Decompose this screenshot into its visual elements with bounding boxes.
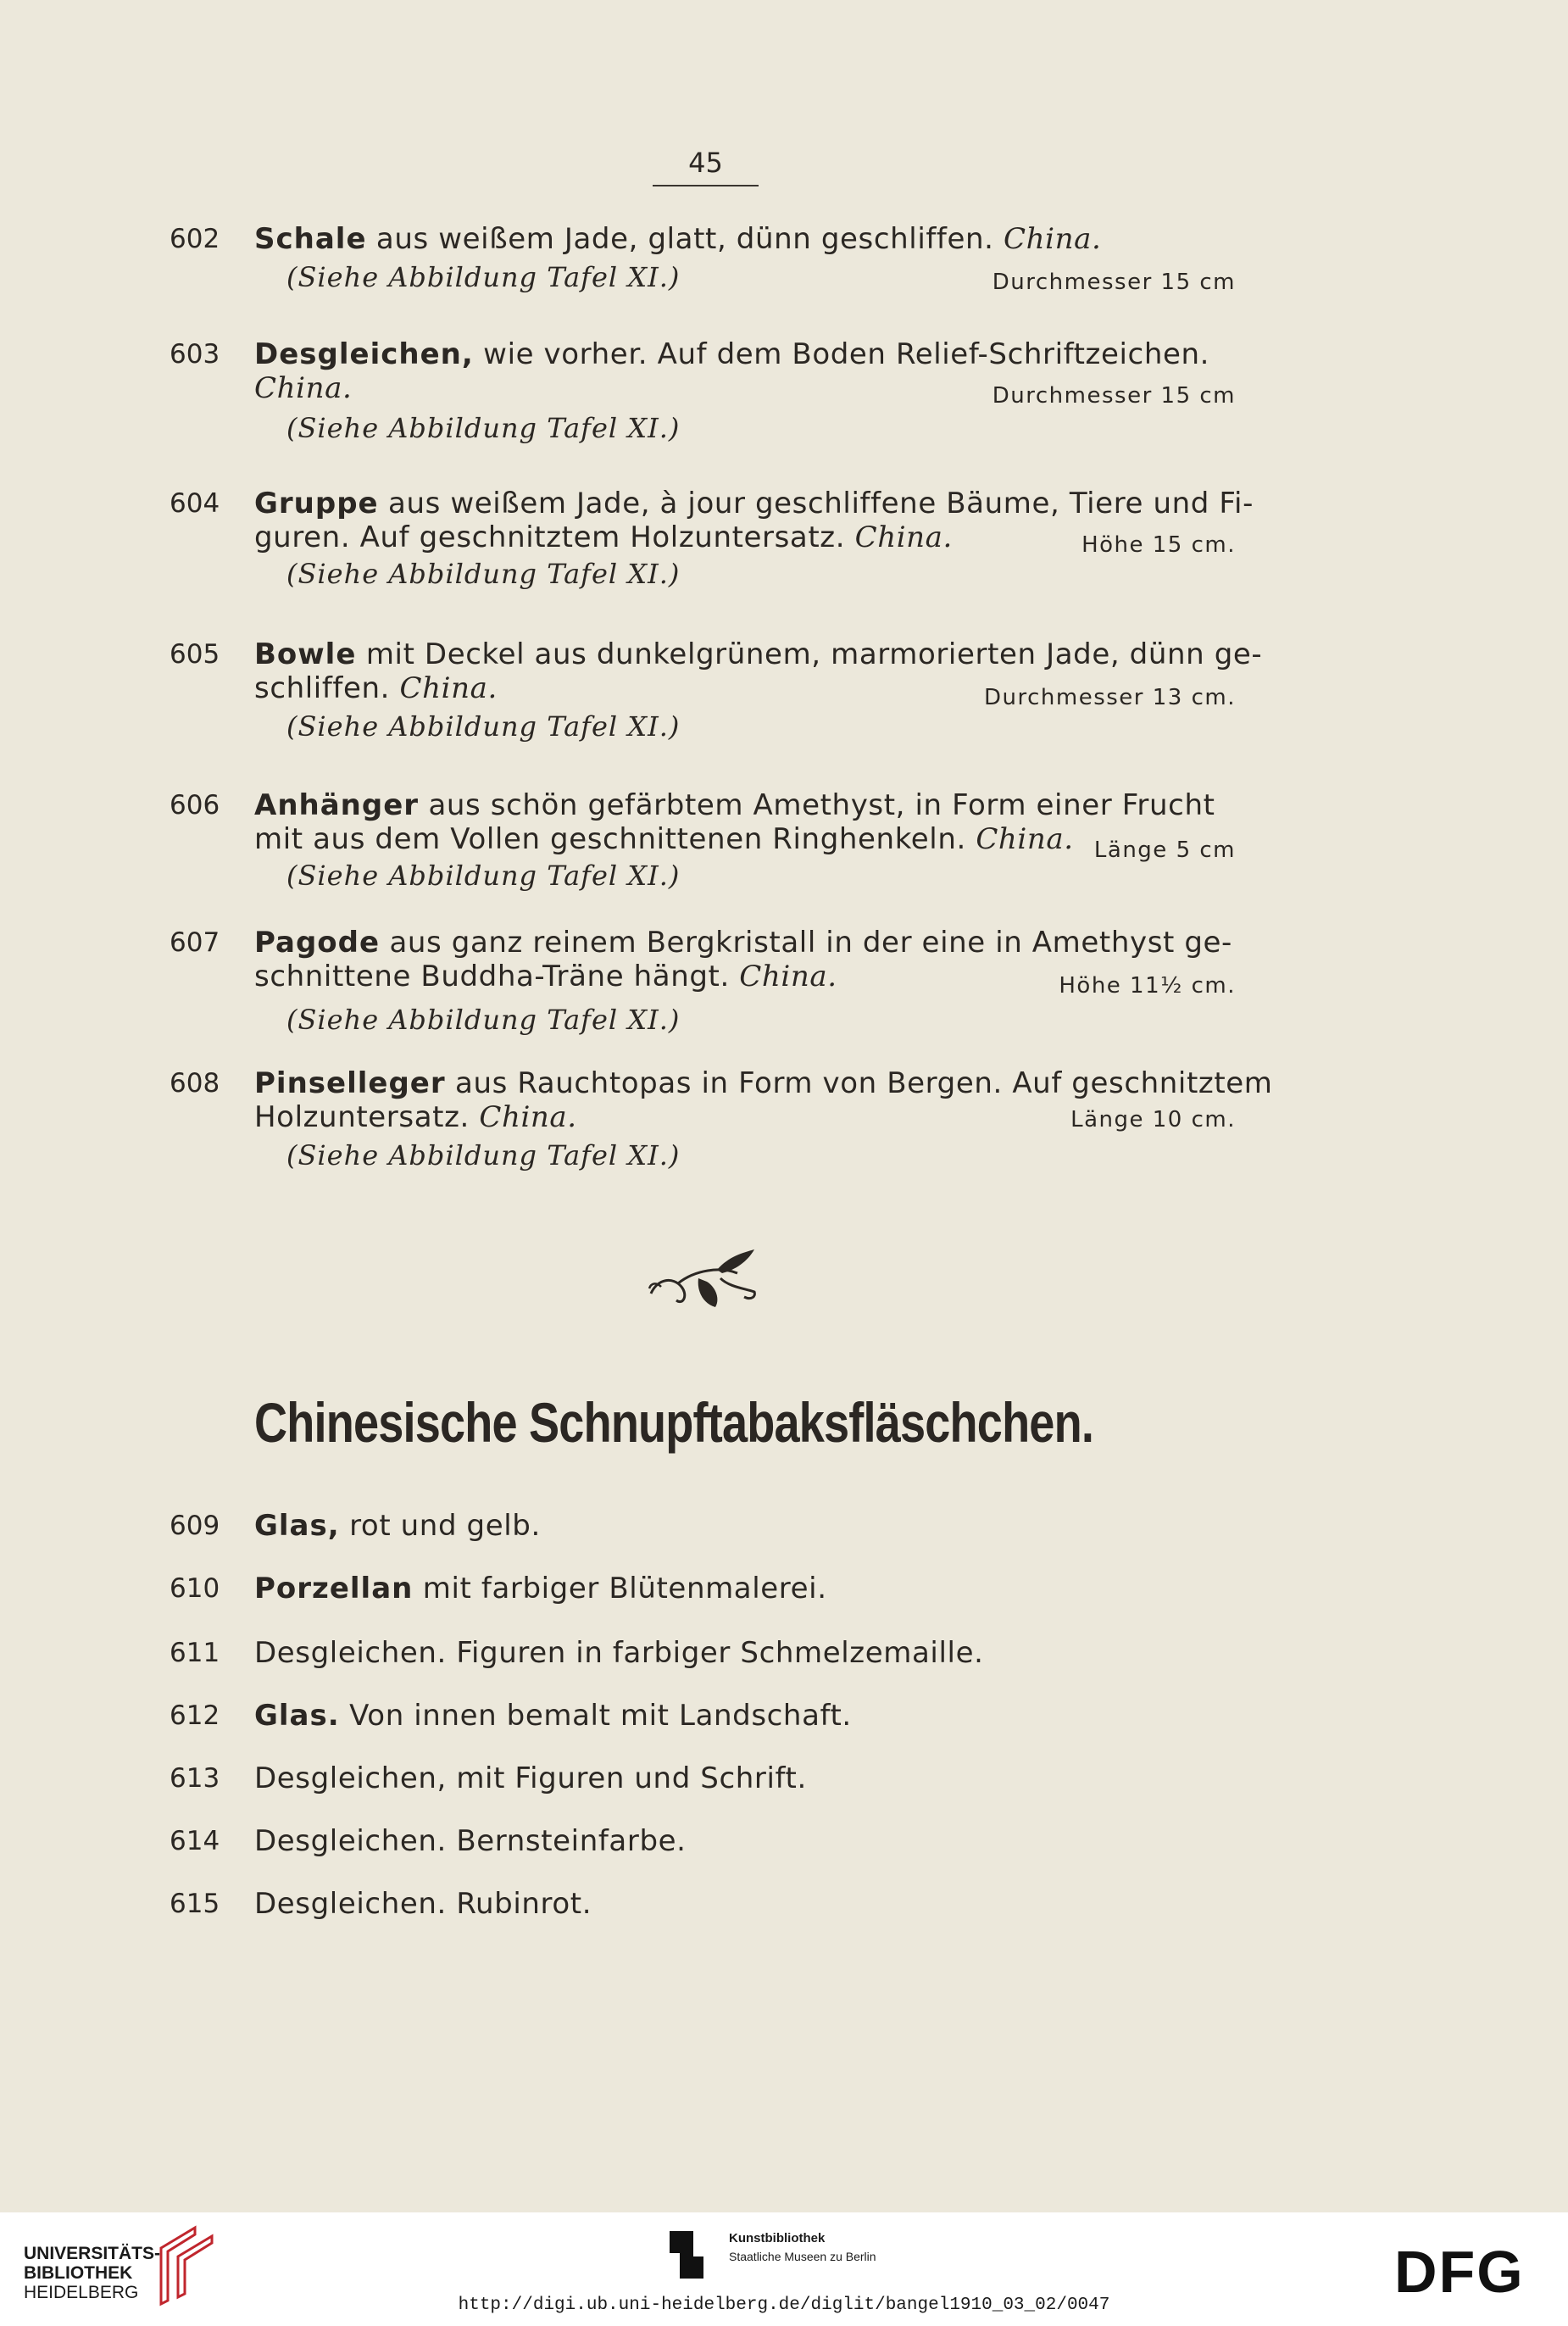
entry-caption: (Siehe Abbildung Tafel XI.) bbox=[286, 261, 681, 293]
entry-number: 615 bbox=[170, 1889, 220, 1919]
entry-line-1 bbox=[254, 337, 1237, 371]
entry-origin: China. bbox=[854, 520, 953, 554]
entry-text: mit aus dem Vollen geschnittenen Ringhenkeln. bbox=[254, 822, 976, 856]
entry-number: 609 bbox=[170, 1511, 220, 1541]
entry-title: Glas. bbox=[254, 1699, 340, 1733]
entry-text: Von innen bemalt mit Landschaft. bbox=[339, 1699, 852, 1733]
entry-line-1 bbox=[254, 1572, 1237, 1605]
university-library-logo-text[interactable] bbox=[24, 2244, 160, 2302]
section-heading: Chinesische Schnupftabaksfläschchen. bbox=[254, 1391, 1094, 1454]
entry-number: 603 bbox=[170, 339, 220, 370]
entry-text: schliffen. bbox=[254, 671, 400, 705]
entry-text: guren. Auf geschnitztem Holzuntersatz. bbox=[254, 520, 855, 554]
entry-origin: China. bbox=[399, 671, 498, 705]
entry-text: Desgleichen. Bernsteinfarbe. bbox=[254, 1824, 687, 1858]
ub-line-2: BIBLIOTHEK bbox=[24, 2263, 133, 2283]
entry-text: aus ganz reinem Bergkristall in der eine in Amethyst ge- bbox=[380, 926, 1232, 960]
entry-title: Gruppe bbox=[254, 487, 379, 520]
entry-text: aus weißem Jade, à jour geschliffene Bäume, Tiere und Fi- bbox=[378, 487, 1254, 520]
entry-line-1 bbox=[254, 222, 1237, 256]
floral-ornament-icon bbox=[644, 1244, 763, 1312]
university-library-logo-icon bbox=[153, 2223, 220, 2307]
entry-dimension: Durchmesser 15 cm bbox=[992, 270, 1236, 295]
entry-caption: (Siehe Abbildung Tafel XI.) bbox=[286, 710, 681, 743]
entry-origin: China. bbox=[479, 1100, 577, 1134]
entry-line-1 bbox=[254, 637, 1263, 671]
entry-text: mit farbiger Blütenmalerei. bbox=[413, 1572, 827, 1605]
entry-dimension: Durchmesser 15 cm bbox=[992, 383, 1236, 409]
entry-line-1 bbox=[254, 1636, 1237, 1670]
entry-line-1 bbox=[254, 926, 1237, 960]
kunstbibliothek-mark-icon bbox=[670, 2231, 703, 2279]
ub-line-3: HEIDELBERG bbox=[24, 2283, 139, 2302]
entry-number: 608 bbox=[170, 1068, 220, 1099]
entry-line-1 bbox=[254, 1509, 1237, 1543]
entry-caption: (Siehe Abbildung Tafel XI.) bbox=[286, 558, 681, 590]
entry-line-1 bbox=[254, 1887, 1237, 1921]
entry-origin: China. bbox=[1004, 222, 1102, 256]
entry-number: 602 bbox=[170, 224, 220, 254]
entry-caption: (Siehe Abbildung Tafel XI.) bbox=[286, 1139, 681, 1171]
entry-dimension: Höhe 15 cm. bbox=[1081, 532, 1236, 558]
entry-text: Desgleichen, mit Figuren und Schrift. bbox=[254, 1761, 807, 1795]
entry-title: Pinselleger bbox=[254, 1066, 446, 1100]
entry-text: mit Deckel aus dunkelgrünem, marmorierten Jade, dünn ge- bbox=[356, 637, 1263, 671]
entry-text: Desgleichen. Rubinrot. bbox=[254, 1887, 592, 1921]
entry-line-2 bbox=[254, 822, 1237, 856]
entry-origin: China. bbox=[254, 371, 353, 405]
entry-text: aus schön gefärbtem Amethyst, in Form einer Frucht bbox=[419, 788, 1215, 822]
entry-line-1 bbox=[254, 1761, 1237, 1795]
entry-caption: (Siehe Abbildung Tafel XI.) bbox=[286, 412, 681, 444]
kunstbibliothek-subtitle: Staatliche Museen zu Berlin bbox=[729, 2250, 876, 2263]
entry-title: Desgleichen, bbox=[254, 337, 474, 371]
entry-number: 610 bbox=[170, 1573, 220, 1604]
entry-origin: China. bbox=[739, 960, 837, 993]
permalink-url[interactable]: http://digi.ub.uni-heidelberg.de/diglit/bangel1910_03_02/0047 bbox=[458, 2295, 1110, 2315]
entry-caption: (Siehe Abbildung Tafel XI.) bbox=[286, 1004, 681, 1036]
entry-text: Desgleichen. Figuren in farbiger Schmelzemaille. bbox=[254, 1636, 984, 1670]
entry-dimension: Durchmesser 13 cm. bbox=[984, 685, 1236, 710]
entry-number: 614 bbox=[170, 1826, 220, 1856]
entry-line-1 bbox=[254, 1066, 1273, 1100]
entry-origin: China. bbox=[976, 822, 1074, 856]
entry-text: rot und gelb. bbox=[339, 1509, 541, 1543]
entry-text: aus Rauchtopas in Form von Bergen. Auf geschnitztem bbox=[445, 1066, 1273, 1100]
entry-text: Holzuntersatz. bbox=[254, 1100, 480, 1134]
entry-dimension: Länge 10 cm. bbox=[1070, 1107, 1236, 1132]
entry-line-1 bbox=[254, 487, 1254, 520]
entry-number: 604 bbox=[170, 488, 220, 519]
kunstbibliothek-logo[interactable] bbox=[670, 2229, 941, 2280]
kunstbibliothek-title: Kunstbibliothek bbox=[729, 2231, 826, 2245]
entry-dimension: Länge 5 cm bbox=[1093, 837, 1236, 863]
page-number-rule bbox=[653, 185, 759, 186]
page-number: 45 bbox=[688, 147, 723, 179]
entry-title: Pagode bbox=[254, 926, 381, 960]
entry-title: Glas, bbox=[254, 1509, 340, 1543]
entry-title: Porzellan bbox=[254, 1572, 414, 1605]
entry-number: 611 bbox=[170, 1638, 220, 1668]
entry-line-1 bbox=[254, 788, 1237, 822]
ub-line-1: UNIVERSITÄTS- bbox=[24, 2244, 161, 2263]
entry-title: Bowle bbox=[254, 637, 357, 671]
entry-line-1 bbox=[254, 1699, 1237, 1733]
entry-number: 606 bbox=[170, 790, 220, 821]
entry-number: 613 bbox=[170, 1763, 220, 1794]
entry-line-1 bbox=[254, 1824, 1237, 1858]
entry-text: wie vorher. Auf dem Boden Relief-Schriftzeichen. bbox=[473, 337, 1210, 371]
dfg-logo[interactable]: DFG bbox=[1394, 2239, 1525, 2305]
entry-dimension: Höhe 11½ cm. bbox=[1059, 973, 1236, 999]
entry-number: 607 bbox=[170, 927, 220, 958]
entry-text: aus weißem Jade, glatt, dünn geschliffen. bbox=[366, 222, 1004, 256]
entry-number: 612 bbox=[170, 1700, 220, 1731]
entry-title: Schale bbox=[254, 222, 367, 256]
entry-caption: (Siehe Abbildung Tafel XI.) bbox=[286, 860, 681, 892]
entry-number: 605 bbox=[170, 639, 220, 670]
entry-title: Anhänger bbox=[254, 788, 420, 822]
entry-text: schnittene Buddha-Träne hängt. bbox=[254, 960, 740, 993]
